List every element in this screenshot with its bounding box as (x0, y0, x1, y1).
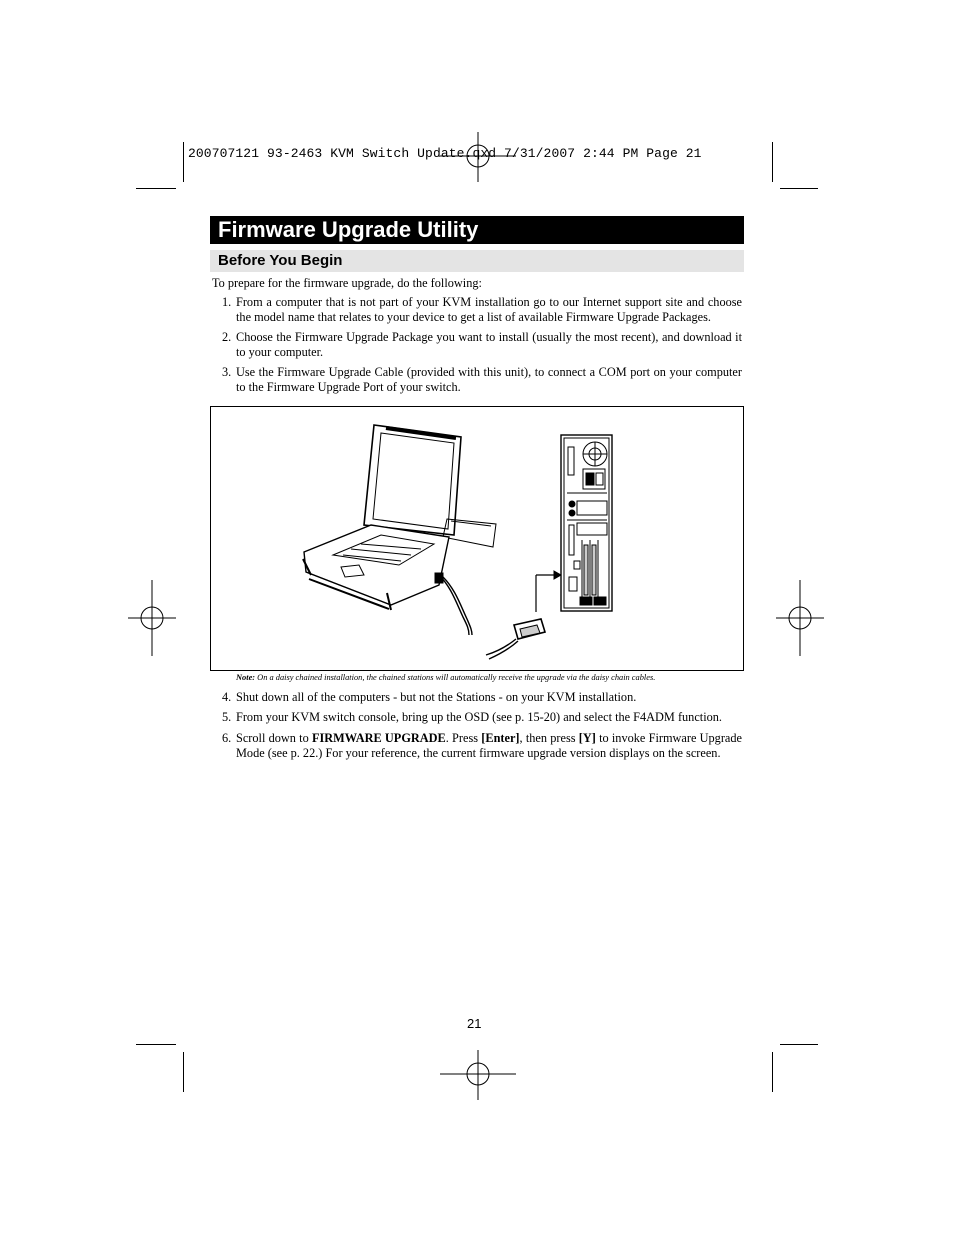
registration-mark-top (440, 132, 516, 182)
step-number: 6. (222, 731, 232, 745)
registration-mark-left (128, 580, 176, 656)
arrow-to-com-port (536, 571, 561, 612)
step-item (222, 690, 742, 705)
enter-key-label: [Enter] (481, 731, 520, 745)
connection-diagram (210, 406, 744, 671)
intro-text: To prepare for the firmware upgrade, do the following: (212, 276, 482, 290)
note-label: Note: (236, 673, 256, 682)
step-item (222, 330, 742, 360)
step-text: From a computer that is not part of your KVM installation go to our Internet support site and choose the model name that relates to your device to get a list of available Firmware Upgrade Packages. (236, 295, 742, 324)
step-item (222, 295, 742, 325)
step-number: 5. (222, 710, 232, 724)
step6-text-part: Scroll down to (236, 731, 312, 745)
firmware-cable-connector (486, 619, 545, 659)
step-number: 4. (222, 690, 232, 704)
registration-mark-bottom (440, 1050, 516, 1100)
step-text (236, 731, 742, 761)
firmware-upgrade-keyword: FIRMWARE UPGRADE (312, 731, 446, 745)
step6-text-part: . Press (445, 731, 482, 745)
kvm-connection-illustration (211, 407, 743, 670)
subsection-title: Before You Begin (218, 252, 343, 269)
step6-text-part: to invoke Firmware Upgrade Mode (see p. 22.) For your reference, the current firmware upgrade version displays on the screen. (236, 731, 742, 760)
step-item (222, 731, 742, 761)
note-body: On a daisy chained installation, the chained stations will automatically receive the upgrade via the daisy chain cables. (255, 673, 656, 682)
pc-tower-rear-illustration (561, 435, 612, 611)
section-title-bar (210, 216, 744, 244)
registration-mark-right (776, 580, 824, 656)
note-text (236, 673, 655, 682)
step-number: 2. (222, 330, 232, 344)
kvm-console-illustration (303, 425, 496, 635)
y-key-label: [Y] (578, 731, 596, 745)
step-item (222, 710, 742, 725)
page-number: 21 (467, 1016, 482, 1031)
step-number: 3. (222, 365, 232, 379)
step-text: Use the Firmware Upgrade Cable (provided with this unit), to connect a COM port on your computer to the Firmware Upgrade Port of your switch. (236, 365, 742, 394)
step-item (222, 365, 742, 395)
subsection-title-bar (210, 250, 744, 272)
step-number: 1. (222, 295, 232, 309)
step-text: Shut down all of the computers - but not the Stations - on your KVM installation. (236, 690, 637, 704)
step6-text-part: , then press (519, 731, 579, 745)
step-text: From your KVM switch console, bring up the OSD (see p. 15-20) and select the F4ADM function. (236, 710, 722, 724)
section-title: Firmware Upgrade Utility (218, 217, 479, 242)
print-slug: 200707121 93-2463 KVM Switch Update.qxd 7/31/2007 2:44 PM Page 21 (188, 146, 702, 161)
step-text: Choose the Firmware Upgrade Package you want to install (usually the most recent), and download it to your computer. (236, 330, 742, 359)
